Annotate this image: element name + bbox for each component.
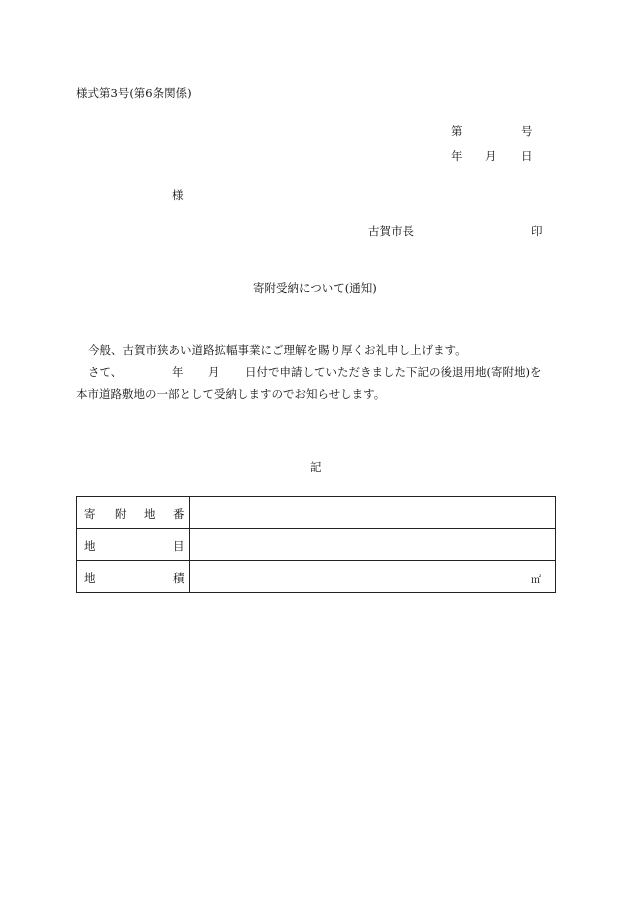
date-day: 日: [521, 149, 533, 163]
value-cell-land-category: [190, 529, 556, 561]
label-char: 番: [173, 507, 185, 521]
subject-title: 寄附受納について(通知): [253, 281, 377, 295]
doc-number-suffix: 号: [521, 124, 533, 138]
value-cell-area: [190, 561, 556, 593]
body-line-1: 今般、古賀市狭あい道路拡幅事業にご理解を賜り厚くお礼申し上げます。: [88, 343, 467, 357]
value-cell-lot-number: [190, 497, 556, 529]
area-unit-label: ㎡: [531, 575, 541, 586]
land-info-table: [76, 496, 556, 593]
label-char: 寄: [84, 507, 96, 521]
label-char: 地: [144, 507, 156, 521]
date-month: 月: [485, 149, 497, 163]
seal-mark: 印: [531, 224, 543, 238]
body-text: [76, 339, 560, 405]
table-row: [77, 497, 556, 529]
label-char: 積: [173, 571, 185, 585]
label-char: 地: [84, 539, 96, 553]
label-cell-area: [77, 561, 190, 593]
body-line-2-rest: 日付で申請していただきました下記の後退用地(寄附地)を: [245, 365, 542, 379]
label-cell-lot-number: [77, 497, 190, 529]
record-heading: 記: [310, 460, 322, 474]
body-line-3: 本市道路敷地の一部として受納しますのでお知らせします。: [76, 387, 386, 401]
body-line-2-month: 月: [208, 365, 220, 379]
table-row: [77, 561, 556, 593]
body-line-2-start: さて、: [88, 365, 123, 379]
label-char: 附: [115, 507, 127, 521]
date-year: 年: [451, 149, 463, 163]
label-cell-land-category: [77, 529, 190, 561]
recipient-suffix: 様: [172, 188, 184, 202]
body-line-2-year: 年: [172, 365, 184, 379]
sender-title: 古賀市長: [368, 224, 414, 238]
label-char: 地: [84, 571, 96, 585]
label-char: 目: [173, 539, 185, 553]
doc-number-prefix: 第: [451, 124, 463, 138]
form-number: 様式第3号(第6条関係): [76, 86, 192, 100]
table-row: [77, 529, 556, 561]
body-line-2: [76, 361, 560, 383]
